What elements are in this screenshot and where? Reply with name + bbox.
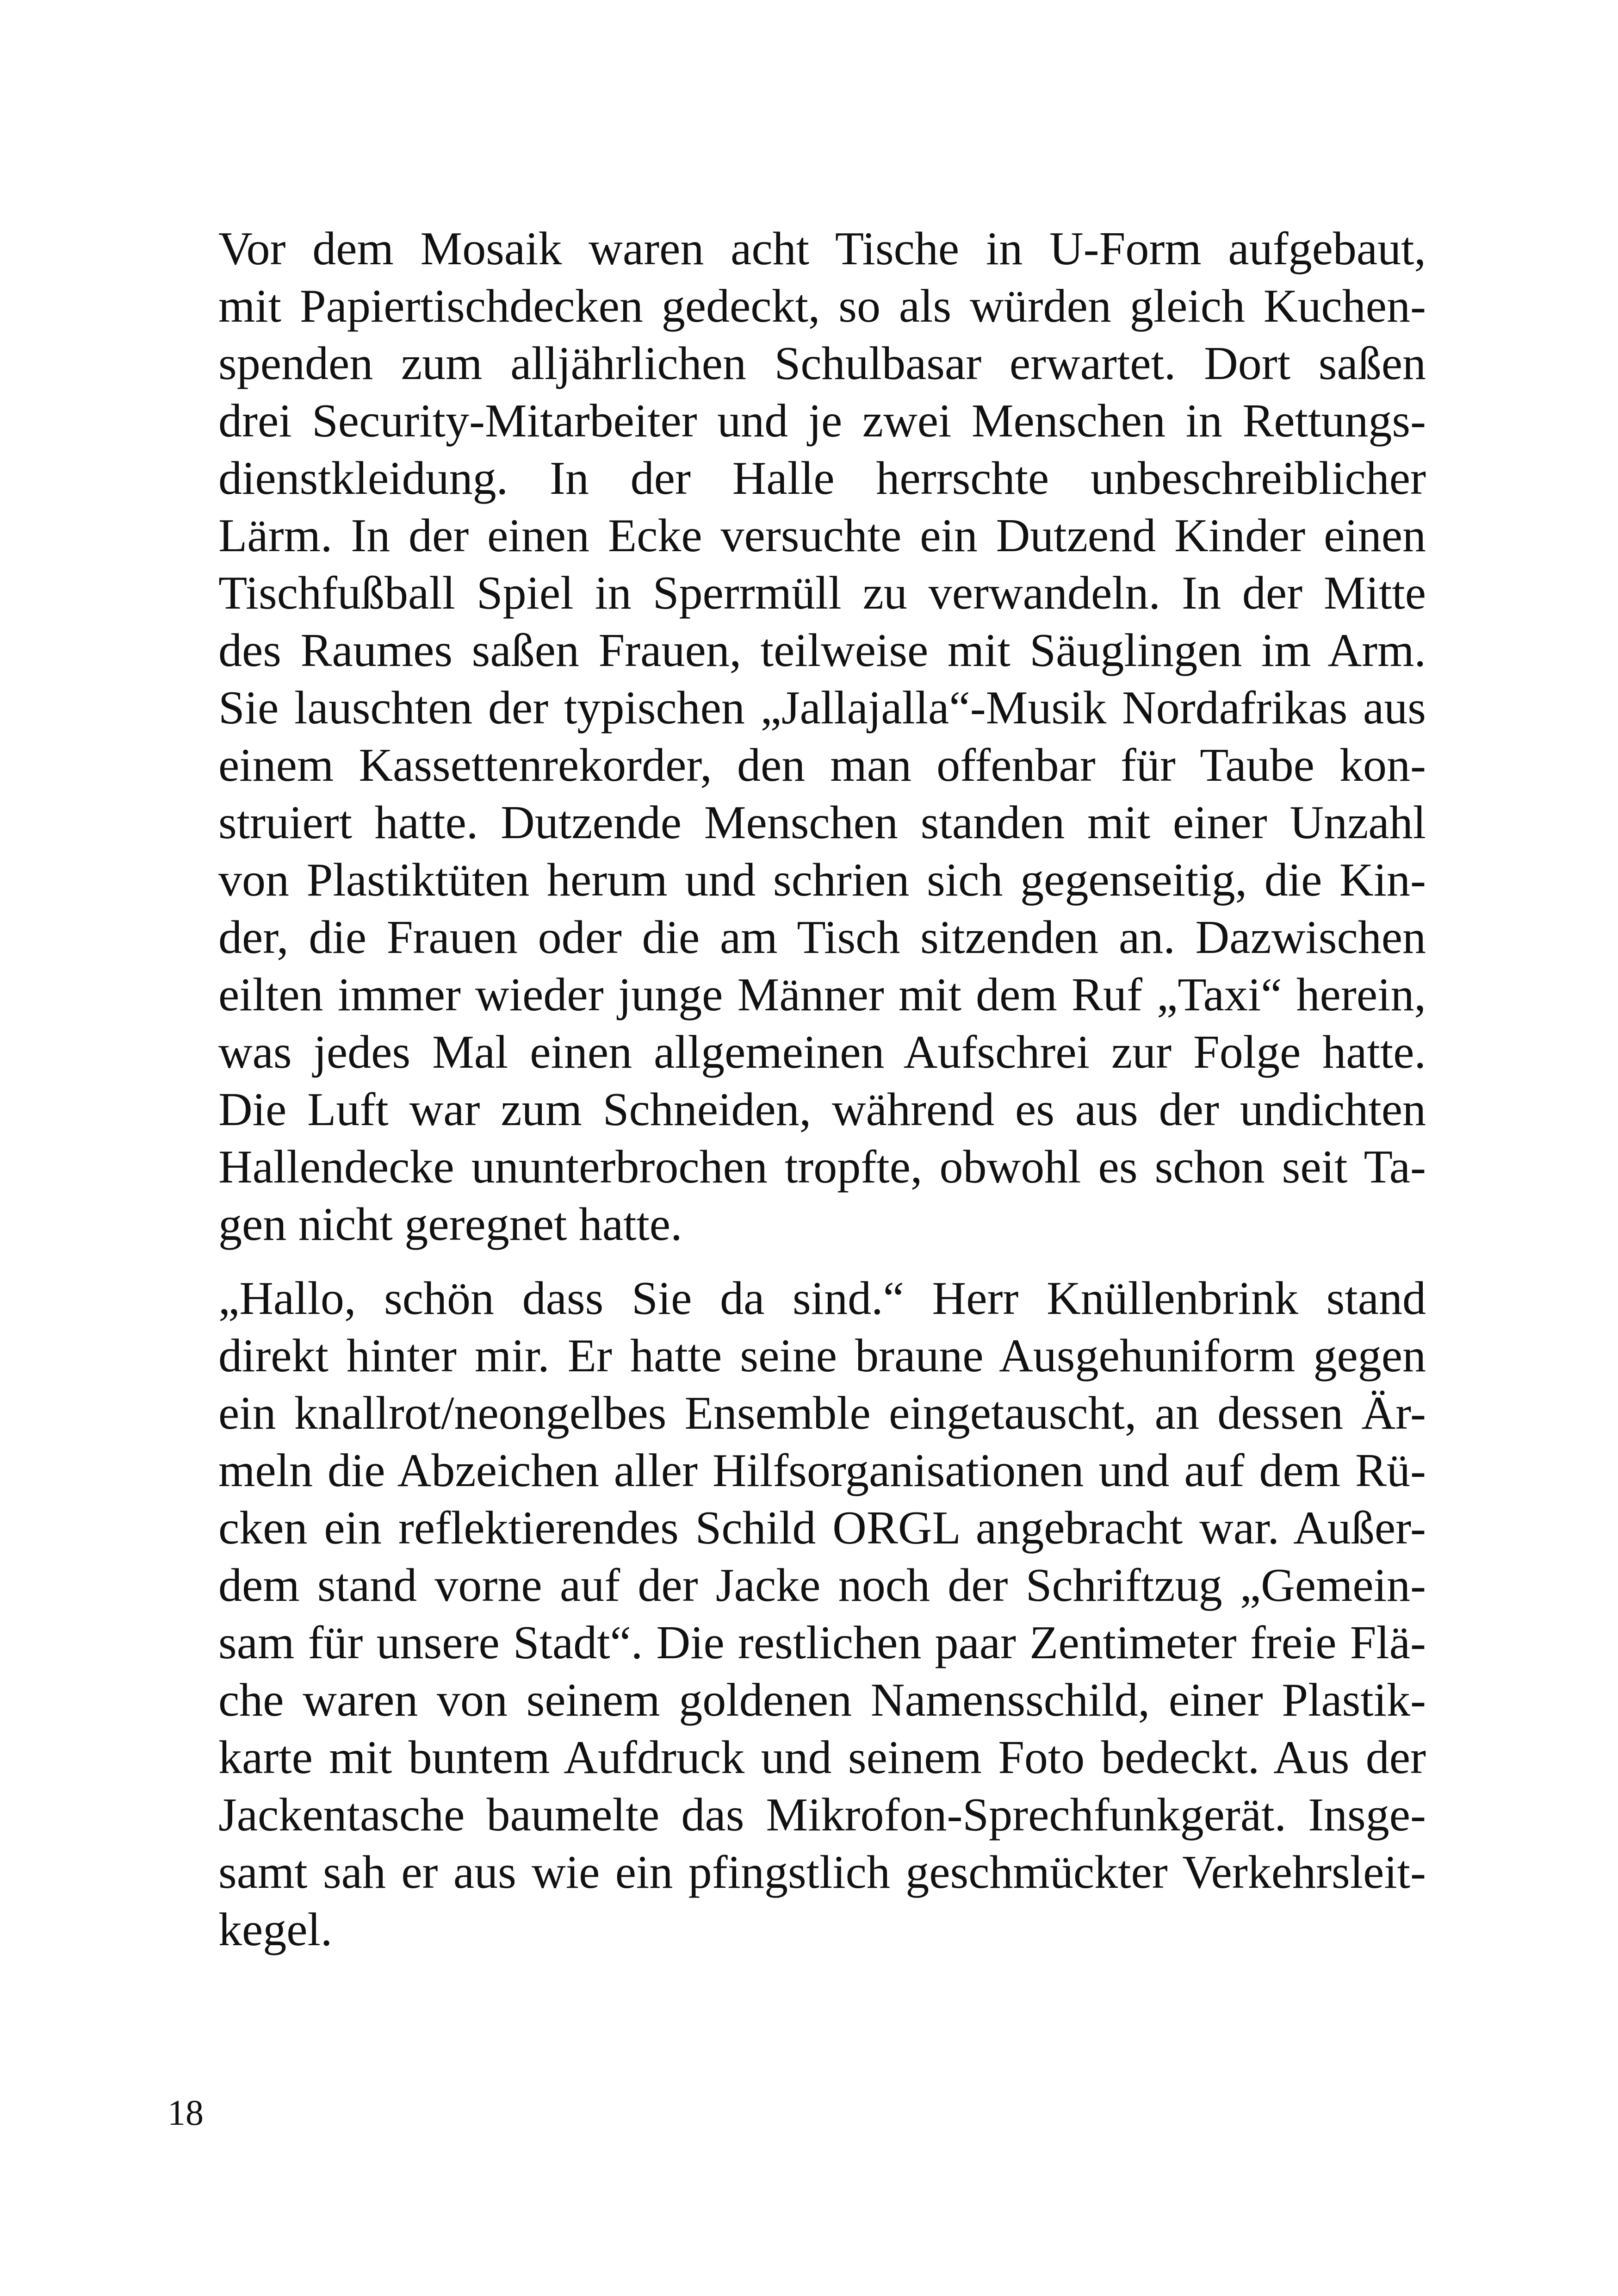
text-line: ein knallrot/neongelbes Ensemble eingetauscht, an dessen Är- xyxy=(218,1387,1426,1439)
text-line: der, die Frauen oder die am Tisch sitzenden an. Dazwischen xyxy=(218,911,1426,964)
text-line: che waren von seinem goldenen Namensschild, einer Plastik- xyxy=(218,1674,1426,1726)
body-text xyxy=(167,220,1426,1959)
text-line: was jedes Mal einen allgemeinen Aufschrei zur Folge hatte. xyxy=(218,1026,1426,1078)
text-line: direkt hinter mir. Er hatte seine braune Ausgehuniform gegen xyxy=(218,1330,1426,1382)
text-line: kegel. xyxy=(218,1904,333,1956)
text-line: von Plastiktüten herum und schrien sich gegenseitig, die Kin- xyxy=(218,854,1426,906)
text-line: samt sah er aus wie ein pfingstlich geschmückter Verkehrsleit- xyxy=(218,1846,1426,1898)
text-line: drei Security-Mitarbeiter und je zwei Menschen in Rettungs- xyxy=(218,395,1426,447)
text-line: des Raumes saßen Frauen, teilweise mit Säuglingen im Arm. xyxy=(218,624,1426,677)
page-number: 18 xyxy=(167,2092,204,2133)
text-line: meln die Abzeichen aller Hilfsorganisationen und auf dem Rü- xyxy=(218,1444,1426,1497)
text-line: sam für unsere Stadt“. Die restlichen paar Zentimeter freie Flä- xyxy=(218,1617,1426,1669)
text-line: cken ein reflektierendes Schild ORGL angebracht war. Außer- xyxy=(218,1502,1426,1554)
text-line: Vor dem Mosaik waren acht Tische in U-Form aufgebaut, xyxy=(218,223,1426,275)
text-line: dem stand vorne auf der Jacke noch der Schriftzug „Gemein- xyxy=(218,1559,1426,1612)
text-line: mit Papiertischdecken gedeckt, so als würden gleich Kuchen- xyxy=(218,280,1426,332)
text-line: Sie lauschten der typischen „Jallajalla“-Musik Nordafrikas aus xyxy=(218,682,1426,734)
text-line: karte mit buntem Aufdruck und seinem Foto bedeckt. Aus der xyxy=(218,1731,1426,1784)
text-line: gen nicht geregnet hatte. xyxy=(218,1198,682,1251)
text-line: Tischfußball Spiel in Sperrmüll zu verwandeln. In der Mitte xyxy=(218,567,1426,619)
text-line: Hallendecke ununterbrochen tropfte, obwohl es schon seit Ta- xyxy=(218,1141,1426,1193)
paragraph-2 xyxy=(167,1270,1426,1959)
text-line: struiert hatte. Dutzende Menschen standen mit einer Unzahl xyxy=(218,796,1426,849)
text-line: „Hallo, schön dass Sie da sind.“ Herr Knüllenbrink stand xyxy=(218,1272,1426,1325)
text-line: Die Luft war zum Schneiden, während es aus der undichten xyxy=(218,1083,1426,1136)
text-line: einem Kassettenrekorder, den man offenbar für Taube kon- xyxy=(218,739,1426,791)
text-line: Lärm. In der einen Ecke versuchte ein Dutzend Kinder einen xyxy=(218,510,1426,562)
text-line: dienstkleidung. In der Halle herrschte unbeschreiblicher xyxy=(218,452,1426,504)
text-line: Jackentasche baumelte das Mikrofon-Sprechfunkgerät. Insge- xyxy=(218,1789,1426,1841)
text-line: spenden zum alljährlichen Schulbasar erwartet. Dort saßen xyxy=(218,337,1426,390)
text-line: eilten immer wieder junge Männer mit dem Ruf „Taxi“ herein, xyxy=(218,969,1426,1021)
paragraph-1 xyxy=(167,220,1426,1253)
